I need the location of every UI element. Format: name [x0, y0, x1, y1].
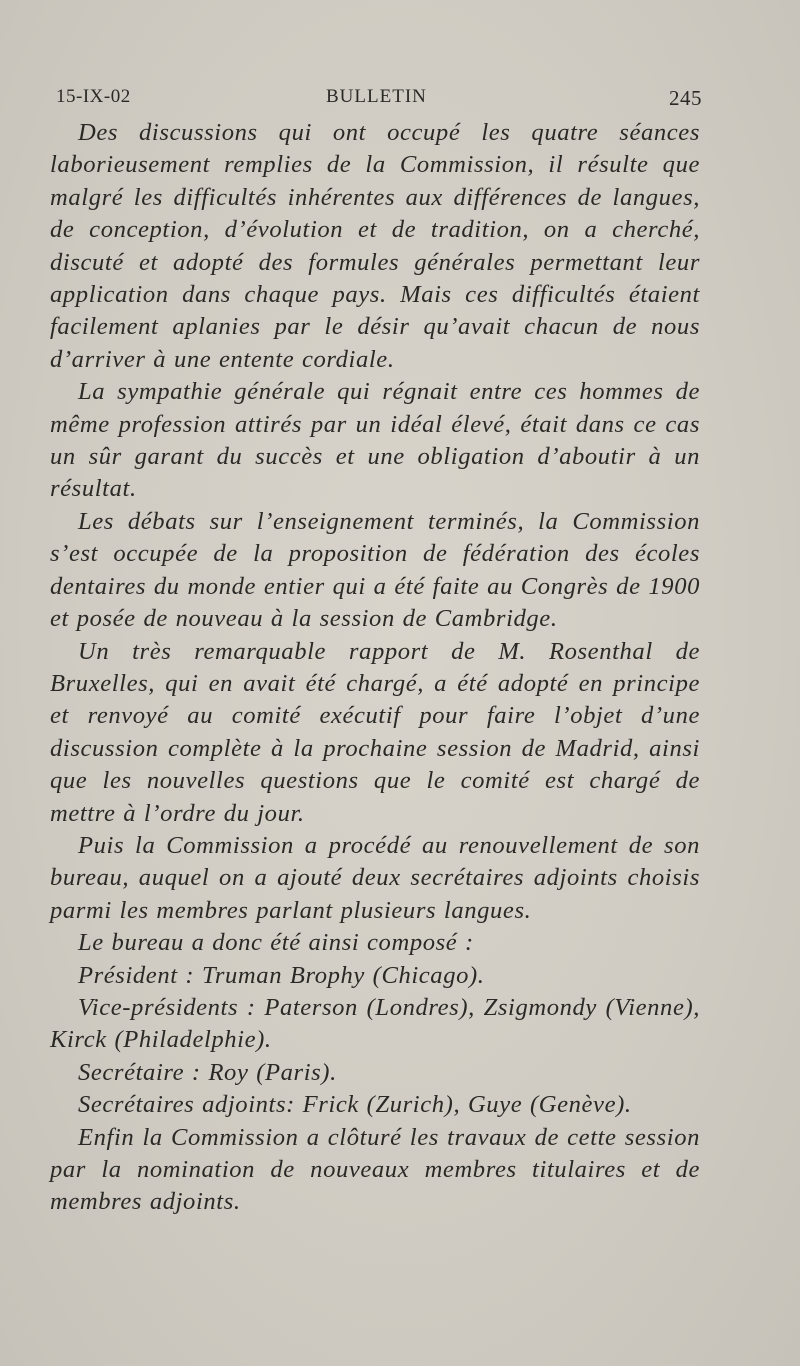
- paragraph: Puis la Commission a procédé au renouvellement de son bureau, auquel on a ajouté deux secrétaires adjoints choisis parmi les membres parlant plusieurs langues.: [50, 831, 700, 924]
- paragraph: La sympathie générale qui régnait entre ces hommes de même profession attirés par un idéal élevé, était dans ce cas un sûr garant du succès et une obligation d’aboutir à un résultat.: [50, 378, 700, 503]
- paragraph: Président : Truman Brophy (Chicago).: [78, 961, 485, 989]
- paragraph: Vice-présidents : Paterson (Londres), Zsigmondy (Vienne), Kirck (Philadelphie).: [50, 993, 700, 1054]
- page-number: 245: [669, 86, 702, 110]
- paragraph: Des discussions qui ont occupé les quatre séances laborieusement remplies de la Commission, il résulte que malgré les difficultés inhérentes aux différences de langues, de conception, d’évolution et de tradition, on a cherché, discuté et adopté des formules générales permettant leur application dans chaque pays. Mais ces difficultés étaient facilement aplanies par le désir qu’avait chacun de nous d’arriver à une entente cordiale.: [50, 119, 700, 373]
- running-header: [56, 86, 702, 116]
- paragraph: Enfin la Commission a clôturé les travaux de cette session par la nomination de nouveaux membres titulaires et de membres adjoints.: [50, 1123, 700, 1216]
- header-title: BULLETIN: [326, 86, 427, 107]
- paragraph: Le bureau a donc été ainsi composé :: [78, 929, 474, 957]
- header-date: 15-IX-02: [56, 86, 131, 107]
- paragraph: Les débats sur l’enseignement terminés, la Commission s’est occupée de la proposition de fédération des écoles dentaires du monde entier qui a été faite au Congrès de 1900 et posée de nouveau à la session de Cambridge.: [50, 507, 700, 633]
- paragraph: Secrétaire : Roy (Paris).: [78, 1058, 337, 1086]
- body-text: [50, 117, 700, 1219]
- paragraph: Secrétaires adjoints: Frick (Zurich), Guye (Genève).: [78, 1091, 632, 1119]
- paragraph: Un très remarquable rapport de M. Rosenthal de Bruxelles, qui en avait été chargé, a été adopté en principe et renvoyé au comité exécutif pour faire l’objet d’une discussion complète à la prochaine session de Madrid, ainsi que les nouvelles questions que le comité est chargé de mettre à l’ordre du jour.: [50, 637, 700, 827]
